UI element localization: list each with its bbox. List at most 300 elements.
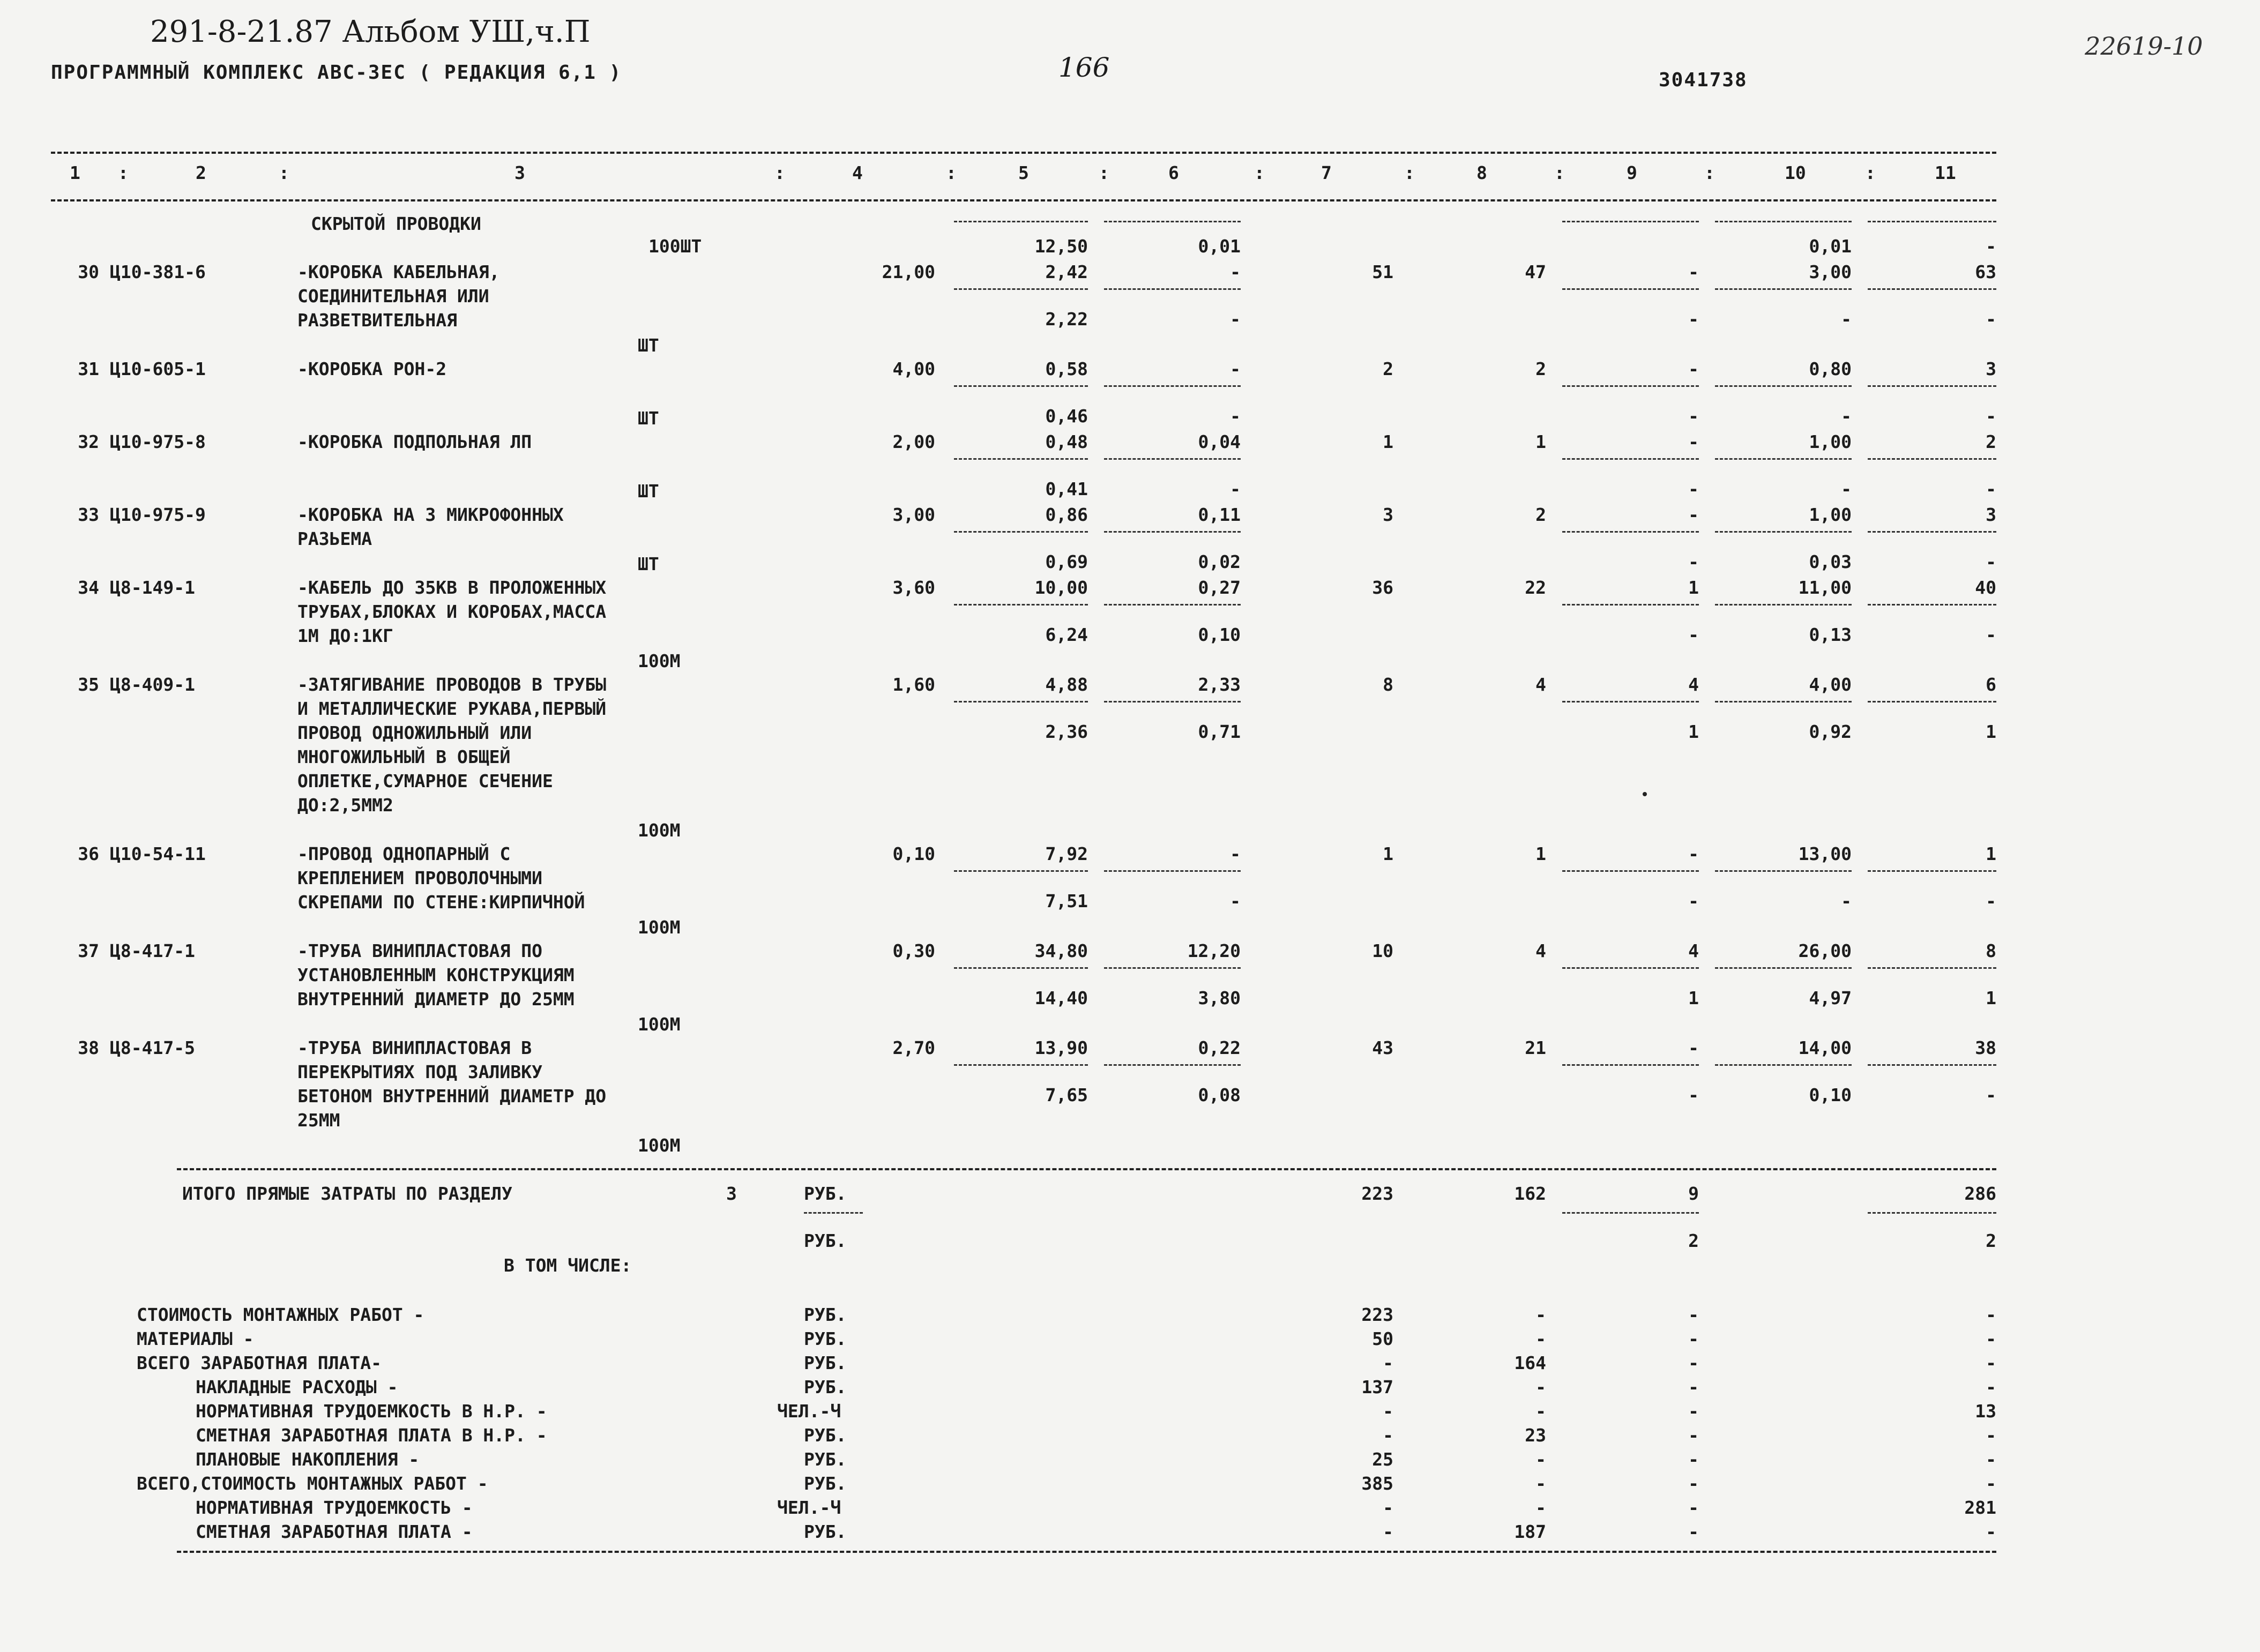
row-description: -ПРОВОД ОДНОПАРНЫЙ С bbox=[297, 843, 511, 864]
column-separator: : bbox=[1865, 162, 1876, 183]
cell-col5: 12,50 bbox=[1034, 236, 1088, 257]
summary-unit: РУБ. bbox=[804, 1449, 847, 1470]
bottom-rule bbox=[177, 1551, 1996, 1553]
cell-col11: 2 bbox=[1986, 431, 1996, 452]
summary-col9: - bbox=[1688, 1497, 1699, 1518]
unit-label: 100М bbox=[638, 917, 681, 938]
cell-col6: 0,10 bbox=[1198, 624, 1241, 645]
column-number: 6 bbox=[1168, 162, 1179, 183]
cell-col11: - bbox=[1986, 1085, 1996, 1105]
summary-col11: - bbox=[1986, 1473, 1996, 1494]
sub-rule bbox=[1562, 701, 1699, 702]
cell-col7: 36 bbox=[1372, 577, 1393, 598]
summary-label: СМЕТНАЯ ЗАРАБОТНАЯ ПЛАТА В Н.Р. - bbox=[196, 1425, 547, 1446]
cell-col9: - bbox=[1688, 261, 1699, 282]
total-col9: 2 bbox=[1688, 1230, 1699, 1251]
sub-rule bbox=[954, 870, 1088, 872]
unit-label: 100М bbox=[638, 651, 681, 671]
summary-label: СМЕТНАЯ ЗАРАБОТНАЯ ПЛАТА - bbox=[196, 1521, 473, 1542]
column-number: 9 bbox=[1627, 162, 1637, 183]
sub-rule bbox=[1562, 458, 1699, 460]
sub-rule bbox=[1868, 870, 1996, 872]
cell-col10: 0,80 bbox=[1809, 358, 1852, 379]
row-number: 35 bbox=[78, 674, 99, 695]
row-description: И МЕТАЛЛИЧЕСКИЕ РУКАВА,ПЕРВЫЙ bbox=[297, 698, 607, 719]
cell-col6: - bbox=[1230, 479, 1241, 499]
row-description: -ТРУБА ВИНИПЛАСТОВАЯ В bbox=[297, 1037, 532, 1058]
row-number: 33 bbox=[78, 504, 99, 525]
cell-col6: - bbox=[1230, 891, 1241, 911]
summary-col7: - bbox=[1383, 1401, 1393, 1422]
continuation-text: СКРЫТОЙ ПРОВОДКИ bbox=[311, 213, 481, 234]
sub-rule bbox=[954, 1064, 1088, 1066]
column-number: 8 bbox=[1476, 162, 1487, 183]
cell-col7: 2 bbox=[1383, 358, 1393, 379]
row-code: Ц8-409-1 bbox=[110, 674, 195, 695]
cell-col6: 0,08 bbox=[1198, 1085, 1241, 1105]
row-number: 30 bbox=[78, 261, 99, 282]
summary-label: МАТЕРИАЛЫ - bbox=[137, 1328, 254, 1349]
cell-col10: 3,00 bbox=[1809, 261, 1852, 282]
sub-rule bbox=[954, 458, 1088, 460]
row-code: Ц10-381-6 bbox=[110, 261, 206, 282]
cell-col9: - bbox=[1688, 309, 1699, 330]
summary-col8: - bbox=[1535, 1377, 1546, 1397]
summary-col8: - bbox=[1535, 1473, 1546, 1494]
summary-col11: - bbox=[1986, 1521, 1996, 1542]
cell-col11: - bbox=[1986, 309, 1996, 330]
cell-col10: 26,00 bbox=[1798, 940, 1852, 961]
summary-label: СТОИМОСТЬ МОНТАЖНЫХ РАБОТ - bbox=[137, 1304, 424, 1325]
cell-col6: 0,27 bbox=[1198, 577, 1241, 598]
column-separator: : bbox=[1554, 162, 1565, 183]
cell-col10: 1,00 bbox=[1809, 504, 1852, 525]
row-description: РАЗЬЕМА bbox=[297, 528, 372, 549]
cell-col8: 4 bbox=[1535, 940, 1546, 961]
cell-col6: - bbox=[1230, 843, 1241, 864]
cell-col5: 2,42 bbox=[1045, 261, 1088, 282]
cell-col4: 0,10 bbox=[892, 843, 935, 864]
total-unit: РУБ. bbox=[804, 1183, 847, 1204]
cell-col5: 4,88 bbox=[1045, 674, 1088, 695]
sub-rule bbox=[1104, 1064, 1241, 1066]
row-code: Ц8-417-1 bbox=[110, 940, 195, 961]
cell-col9: 4 bbox=[1688, 940, 1699, 961]
row-code: Ц10-605-1 bbox=[110, 358, 206, 379]
sub-rule bbox=[1868, 531, 1996, 533]
row-description: РАЗВЕТВИТЕЛЬНАЯ bbox=[297, 310, 458, 331]
summary-unit: РУБ. bbox=[804, 1377, 847, 1397]
row-number: 36 bbox=[78, 843, 99, 864]
row-description: -КОРОБКА КАБЕЛЬНАЯ, bbox=[297, 261, 500, 282]
cell-col10: 4,97 bbox=[1809, 988, 1852, 1008]
total-col7: 223 bbox=[1361, 1183, 1393, 1204]
row-description: ОПЛЕТКЕ,СУМАРНОЕ СЕЧЕНИЕ bbox=[297, 771, 553, 791]
summary-col8: - bbox=[1535, 1497, 1546, 1518]
summary-col7: 25 bbox=[1372, 1449, 1393, 1470]
row-description: ПЕРЕКРЫТИЯХ ПОД ЗАЛИВКУ bbox=[297, 1062, 542, 1082]
cell-col10: 0,01 bbox=[1809, 236, 1852, 257]
sub-rule bbox=[1868, 604, 1996, 606]
summary-unit: РУБ. bbox=[804, 1352, 847, 1373]
sub-rule bbox=[1868, 458, 1996, 460]
program-title: ПРОГРАММНЫЙ КОМПЛЕКС АВС-3ЕС ( РЕДАКЦИЯ 6,1 ) bbox=[51, 62, 622, 84]
row-description: КРЕПЛЕНИЕМ ПРОВОЛОЧНЫМИ bbox=[297, 868, 542, 888]
totals-rule bbox=[177, 1168, 1996, 1170]
sub-rule bbox=[1104, 385, 1241, 387]
cell-col9: - bbox=[1688, 551, 1699, 572]
cell-col11: 63 bbox=[1975, 261, 1996, 282]
cell-col7: 43 bbox=[1372, 1037, 1393, 1058]
summary-label: НОРМАТИВНАЯ ТРУДОЕМКОСТЬ - bbox=[196, 1497, 473, 1518]
cell-col11: - bbox=[1986, 891, 1996, 911]
row-description: МНОГОЖИЛЬНЫЙ В ОБЩЕЙ bbox=[297, 746, 511, 767]
summary-unit: РУБ. bbox=[804, 1304, 847, 1325]
cell-col11: - bbox=[1986, 479, 1996, 499]
summary-col8: 164 bbox=[1514, 1352, 1546, 1373]
cell-col9: 1 bbox=[1688, 721, 1699, 742]
cell-col5: 2,36 bbox=[1045, 721, 1088, 742]
row-description: 25ММ bbox=[297, 1110, 340, 1131]
cell-col9: 4 bbox=[1688, 674, 1699, 695]
cell-col8: 22 bbox=[1525, 577, 1546, 598]
sub-rule bbox=[1104, 458, 1241, 460]
sub-rule bbox=[1715, 458, 1852, 460]
total-section: 3 bbox=[726, 1183, 737, 1204]
summary-col8: - bbox=[1535, 1328, 1546, 1349]
summary-col7: - bbox=[1383, 1497, 1393, 1518]
cell-col11: - bbox=[1986, 236, 1996, 257]
summary-col11: 281 bbox=[1964, 1497, 1996, 1518]
cell-col10: - bbox=[1841, 309, 1852, 330]
cell-col6: - bbox=[1230, 309, 1241, 330]
row-number: 32 bbox=[78, 431, 99, 452]
summary-col7: - bbox=[1383, 1352, 1393, 1373]
cell-col6: 2,33 bbox=[1198, 674, 1241, 695]
column-separator: : bbox=[774, 162, 785, 183]
cell-col9: - bbox=[1688, 1037, 1699, 1058]
cell-col6: 0,11 bbox=[1198, 504, 1241, 525]
cell-col6: 0,01 bbox=[1198, 236, 1241, 257]
summary-col9: - bbox=[1688, 1449, 1699, 1470]
cell-col10: 1,00 bbox=[1809, 431, 1852, 452]
cell-col6: 0,22 bbox=[1198, 1037, 1241, 1058]
cell-col11: 3 bbox=[1986, 358, 1996, 379]
cell-col5: 0,41 bbox=[1045, 479, 1088, 499]
cell-col5: 0,86 bbox=[1045, 504, 1088, 525]
sub-rule bbox=[1868, 967, 1996, 969]
column-number: 5 bbox=[1018, 162, 1029, 183]
row-code: Ц10-975-9 bbox=[110, 504, 206, 525]
sub-rule bbox=[1715, 967, 1852, 969]
cell-col11: 40 bbox=[1975, 577, 1996, 598]
summary-col9: - bbox=[1688, 1377, 1699, 1397]
cell-col10: 13,00 bbox=[1798, 843, 1852, 864]
cell-col4: 2,00 bbox=[892, 431, 935, 452]
row-code: Ц10-54-11 bbox=[110, 843, 206, 864]
cell-col9: - bbox=[1688, 624, 1699, 645]
cell-col10: 0,13 bbox=[1809, 624, 1852, 645]
cell-col6: - bbox=[1230, 406, 1241, 427]
cell-col5: 7,51 bbox=[1045, 891, 1088, 911]
row-number: 37 bbox=[78, 940, 99, 961]
cell-col5: 14,40 bbox=[1034, 988, 1088, 1008]
cell-col10: 4,00 bbox=[1809, 674, 1852, 695]
row-description: -ЗАТЯГИВАНИЕ ПРОВОДОВ В ТРУБЫ bbox=[297, 674, 607, 695]
sub-rule bbox=[1868, 701, 1996, 702]
sub-rule bbox=[954, 288, 1088, 290]
cell-col6: 3,80 bbox=[1198, 988, 1241, 1008]
column-separator: : bbox=[1254, 162, 1265, 183]
summary-col11: - bbox=[1986, 1377, 1996, 1397]
sub-rule bbox=[1562, 531, 1699, 533]
sub-rule bbox=[1562, 604, 1699, 606]
cell-col5: 0,48 bbox=[1045, 431, 1088, 452]
summary-unit: РУБ. bbox=[804, 1521, 847, 1542]
unit-label: ШТ bbox=[638, 554, 659, 574]
cell-col10: 11,00 bbox=[1798, 577, 1852, 598]
cell-col10: 0,92 bbox=[1809, 721, 1852, 742]
cell-col8: 4 bbox=[1535, 674, 1546, 695]
cell-col9: 1 bbox=[1688, 577, 1699, 598]
album-title: 291-8-21.87 Альбом УШ,ч.П bbox=[150, 14, 591, 49]
summary-col8: - bbox=[1535, 1401, 1546, 1422]
row-description: ВНУТРЕННИЙ ДИАМЕТР ДО 25ММ bbox=[297, 989, 575, 1010]
cell-col10: - bbox=[1841, 406, 1852, 427]
summary-col7: - bbox=[1383, 1521, 1393, 1542]
summary-col11: - bbox=[1986, 1352, 1996, 1373]
row-description: УСТАНОВЛЕННЫМ КОНСТРУКЦИЯМ bbox=[297, 965, 575, 985]
cell-col9: - bbox=[1688, 431, 1699, 452]
cell-col9: - bbox=[1688, 358, 1699, 379]
cell-col11: 1 bbox=[1986, 843, 1996, 864]
cell-col5: 6,24 bbox=[1045, 624, 1088, 645]
document-code: 3041738 bbox=[1659, 69, 1748, 91]
summary-col9: - bbox=[1688, 1304, 1699, 1325]
row-description: 1М ДО:1КГ bbox=[297, 625, 393, 646]
summary-label: ПЛАНОВЫЕ НАКОПЛЕНИЯ - bbox=[196, 1449, 420, 1470]
sub-rule bbox=[1868, 221, 1996, 222]
cell-col8: 1 bbox=[1535, 431, 1546, 452]
cell-col11: 1 bbox=[1986, 988, 1996, 1008]
total-col11: 286 bbox=[1964, 1183, 1996, 1204]
total-col9: 9 bbox=[1688, 1183, 1699, 1204]
cell-col9: - bbox=[1688, 1085, 1699, 1105]
sub-rule bbox=[954, 385, 1088, 387]
summary-col7: 50 bbox=[1372, 1328, 1393, 1349]
cell-col6: 0,04 bbox=[1198, 431, 1241, 452]
column-separator: : bbox=[118, 162, 129, 183]
cell-col10: - bbox=[1841, 891, 1852, 911]
cell-col7: 51 bbox=[1372, 261, 1393, 282]
row-description: СОЕДИНИТЕЛЬНАЯ ИЛИ bbox=[297, 286, 489, 307]
column-number: 3 bbox=[514, 162, 525, 183]
summary-col7: - bbox=[1383, 1425, 1393, 1446]
row-description: -КОРОБКА НА 3 МИКРОФОННЫХ bbox=[297, 504, 564, 525]
cell-col4: 3,00 bbox=[892, 504, 935, 525]
cell-col11: 8 bbox=[1986, 940, 1996, 961]
cell-col9: 1 bbox=[1688, 988, 1699, 1008]
total-unit: РУБ. bbox=[804, 1230, 847, 1251]
cell-col10: 0,10 bbox=[1809, 1085, 1852, 1105]
sub-rule bbox=[1715, 221, 1852, 222]
total-label: ИТОГО ПРЯМЫЕ ЗАТРАТЫ ПО РАЗДЕЛУ bbox=[182, 1183, 512, 1204]
sub-rule bbox=[1868, 1064, 1996, 1066]
sub-rule bbox=[1104, 288, 1241, 290]
column-number: 7 bbox=[1321, 162, 1332, 183]
summary-col9: - bbox=[1688, 1401, 1699, 1422]
column-separator: : bbox=[279, 162, 289, 183]
sub-rule bbox=[1562, 385, 1699, 387]
column-number: 2 bbox=[196, 162, 206, 183]
cell-col6: 0,71 bbox=[1198, 721, 1241, 742]
row-number: 38 bbox=[78, 1037, 99, 1058]
column-separator: : bbox=[946, 162, 957, 183]
summary-col8: 23 bbox=[1525, 1425, 1546, 1446]
summary-unit: РУБ. bbox=[804, 1328, 847, 1349]
sub-rule bbox=[1104, 221, 1241, 222]
cell-col9: - bbox=[1688, 843, 1699, 864]
cell-col5: 2,22 bbox=[1045, 309, 1088, 330]
unit-label: ШТ bbox=[638, 481, 659, 502]
cell-col7: 3 bbox=[1383, 504, 1393, 525]
cell-col4: 2,70 bbox=[892, 1037, 935, 1058]
cell-col5: 0,46 bbox=[1045, 406, 1088, 427]
sub-rule bbox=[1562, 221, 1699, 222]
sub-rule bbox=[954, 221, 1088, 222]
unit-label: 100М bbox=[638, 1014, 681, 1035]
sub-rule bbox=[1715, 288, 1852, 290]
row-description: ПРОВОД ОДНОЖИЛЬНЫЙ ИЛИ bbox=[297, 722, 532, 743]
unit-label: 100М bbox=[638, 820, 681, 841]
cell-col5: 7,92 bbox=[1045, 843, 1088, 864]
cell-col5: 34,80 bbox=[1034, 940, 1088, 961]
cell-col9: - bbox=[1688, 406, 1699, 427]
cell-col10: 0,03 bbox=[1809, 551, 1852, 572]
column-number: 10 bbox=[1785, 162, 1806, 183]
cell-col6: 12,20 bbox=[1187, 940, 1241, 961]
page-number: 166 bbox=[1058, 52, 1110, 83]
table-top-rule bbox=[51, 152, 1996, 154]
sub-rule bbox=[1562, 870, 1699, 872]
total-col8: 162 bbox=[1514, 1183, 1546, 1204]
sub-rule bbox=[1715, 701, 1852, 702]
row-description: ДО:2,5ММ2 bbox=[297, 795, 393, 816]
summary-col7: 385 bbox=[1361, 1473, 1393, 1494]
summary-col8: 187 bbox=[1514, 1521, 1546, 1542]
sub-rule bbox=[1104, 531, 1241, 533]
cell-col4: 3,60 bbox=[892, 577, 935, 598]
summary-col7: 223 bbox=[1361, 1304, 1393, 1325]
cell-col5: 10,00 bbox=[1034, 577, 1088, 598]
row-description: -КОРОБКА РОН-2 bbox=[297, 358, 447, 379]
row-description: -КОРОБКА ПОДПОЛЬНАЯ ЛП bbox=[297, 431, 532, 452]
table-header-rule bbox=[51, 199, 1996, 201]
cell-col9: - bbox=[1688, 479, 1699, 499]
unit-label: 100М bbox=[638, 1135, 681, 1156]
sub-rule bbox=[1715, 385, 1852, 387]
sub-rule bbox=[1868, 1212, 1996, 1214]
summary-col11: - bbox=[1986, 1425, 1996, 1446]
sub-rule bbox=[1715, 604, 1852, 606]
sub-rule bbox=[1868, 385, 1996, 387]
cell-col8: 1 bbox=[1535, 843, 1546, 864]
unit-label: 100ШТ bbox=[648, 236, 702, 257]
sub-rule bbox=[1104, 967, 1241, 969]
cell-col6: - bbox=[1230, 358, 1241, 379]
summary-col9: - bbox=[1688, 1473, 1699, 1494]
summary-col9: - bbox=[1688, 1521, 1699, 1542]
cell-col8: 21 bbox=[1525, 1037, 1546, 1058]
column-separator: : bbox=[1704, 162, 1715, 183]
cell-col11: - bbox=[1986, 624, 1996, 645]
sub-rule bbox=[1104, 870, 1241, 872]
including-label: В ТОМ ЧИСЛЕ: bbox=[504, 1255, 632, 1276]
row-number: 31 bbox=[78, 358, 99, 379]
cell-col5: 13,90 bbox=[1034, 1037, 1088, 1058]
cell-col5: 7,65 bbox=[1045, 1085, 1088, 1105]
row-description: -КАБЕЛЬ ДО 35КВ В ПРОЛОЖЕННЫХ bbox=[297, 577, 607, 598]
unit-label: ШТ bbox=[638, 335, 659, 356]
sub-rule bbox=[954, 967, 1088, 969]
cell-col7: 8 bbox=[1383, 674, 1393, 695]
summary-label: ВСЕГО,СТОИМОСТЬ МОНТАЖНЫХ РАБОТ - bbox=[137, 1473, 488, 1494]
cell-col11: 1 bbox=[1986, 721, 1996, 742]
summary-col8: - bbox=[1535, 1304, 1546, 1325]
sub-rule bbox=[954, 604, 1088, 606]
total-col11: 2 bbox=[1986, 1230, 1996, 1251]
cell-col5: 0,58 bbox=[1045, 358, 1088, 379]
cell-col5: 0,69 bbox=[1045, 551, 1088, 572]
cell-col7: 1 bbox=[1383, 843, 1393, 864]
summary-unit: ЧЕЛ.-Ч bbox=[777, 1401, 841, 1422]
dot-mark bbox=[1643, 792, 1647, 796]
sub-rule bbox=[1715, 870, 1852, 872]
row-description: СКРЕПАМИ ПО СТЕНЕ:КИРПИЧНОЙ bbox=[297, 892, 585, 913]
sub-rule bbox=[954, 531, 1088, 533]
sub-rule bbox=[1562, 288, 1699, 290]
summary-col11: - bbox=[1986, 1328, 1996, 1349]
summary-unit: РУБ. bbox=[804, 1425, 847, 1446]
sub-rule bbox=[1104, 701, 1241, 702]
cell-col10: - bbox=[1841, 479, 1852, 499]
cell-col10: 14,00 bbox=[1798, 1037, 1852, 1058]
cell-col9: - bbox=[1688, 891, 1699, 911]
row-description: БЕТОНОМ ВНУТРЕННИЙ ДИАМЕТР ДО bbox=[297, 1086, 607, 1107]
cell-col11: 3 bbox=[1986, 504, 1996, 525]
column-number: 4 bbox=[852, 162, 863, 183]
summary-col8: - bbox=[1535, 1449, 1546, 1470]
cell-col7: 1 bbox=[1383, 431, 1393, 452]
summary-col9: - bbox=[1688, 1328, 1699, 1349]
summary-unit: ЧЕЛ.-Ч bbox=[777, 1497, 841, 1518]
column-number: 1 bbox=[70, 162, 80, 183]
summary-col9: - bbox=[1688, 1352, 1699, 1373]
summary-label: ВСЕГО ЗАРАБОТНАЯ ПЛАТА- bbox=[137, 1352, 382, 1373]
summary-col7: 137 bbox=[1361, 1377, 1393, 1397]
cell-col7: 10 bbox=[1372, 940, 1393, 961]
cell-col11: 6 bbox=[1986, 674, 1996, 695]
cell-col8: 47 bbox=[1525, 261, 1546, 282]
sub-rule bbox=[1104, 604, 1241, 606]
row-description: ТРУБАХ,БЛОКАХ И КОРОБАХ,МАССА bbox=[297, 601, 607, 622]
cell-col4: 4,00 bbox=[892, 358, 935, 379]
row-code: Ц8-417-5 bbox=[110, 1037, 195, 1058]
summary-col11: - bbox=[1986, 1304, 1996, 1325]
cell-col11: - bbox=[1986, 551, 1996, 572]
summary-label: НАКЛАДНЫЕ РАСХОДЫ - bbox=[196, 1377, 398, 1397]
sub-rule bbox=[1868, 288, 1996, 290]
